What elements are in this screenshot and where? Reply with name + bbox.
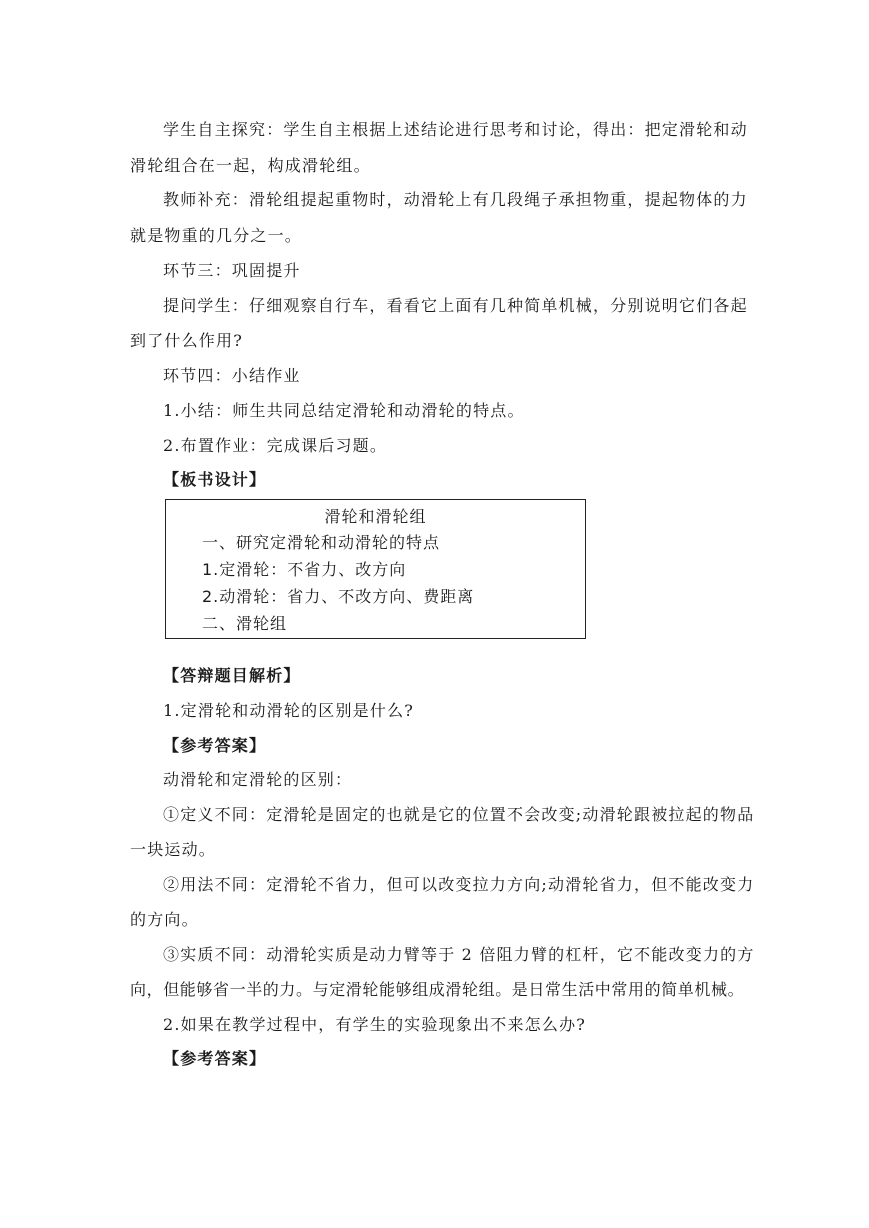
section-step-four: 环节四：小结作业 (163, 366, 301, 385)
answer-line: 的方向。 (130, 910, 199, 929)
answer-line: 一块运动。 (130, 840, 217, 859)
question-two: 2.如果在教学过程中，有学生的实验现象出不来怎么办? (163, 1015, 587, 1034)
board-line: 一、研究定滑轮和动滑轮的特点 (202, 533, 441, 552)
paragraph-line: 提问学生：仔细观察自行车，看看它上面有几种简单机械，分别说明它们各起 (163, 296, 748, 315)
paragraph-line: 学生自主探究：学生自主根据上述结论进行思考和讨论，得出：把定滑轮和动 (163, 120, 748, 139)
board-title: 滑轮和滑轮组 (324, 507, 427, 526)
reference-answer-heading: 【参考答案】 (163, 736, 267, 755)
section-step-three: 环节三：巩固提升 (163, 261, 301, 280)
homework-item: 2.布置作业：完成课后习题。 (163, 436, 388, 455)
board-line: 2.动滑轮：省力、不改方向、费距离 (202, 587, 475, 606)
board-design-box (165, 499, 586, 639)
summary-item: 1.小结：师生共同总结定滑轮和动滑轮的特点。 (163, 401, 525, 420)
paragraph-line: 就是物重的几分之一。 (130, 226, 303, 245)
answer-intro: 动滑轮和定滑轮的区别： (163, 770, 353, 789)
answer-line: ③实质不同：动滑轮实质是动力臂等于 2 倍阻力臂的杠杆，它不能改变力的方 (163, 945, 755, 964)
answer-line: ②用法不同：定滑轮不省力，但可以改变拉力方向;动滑轮省力，但不能改变力 (163, 875, 755, 894)
board-line: 1.定滑轮：不省力、改方向 (202, 560, 407, 579)
analysis-heading: 【答辩题目解析】 (163, 666, 301, 685)
answer-line: ①定义不同：定滑轮是固定的也就是它的位置不会改变;动滑轮跟被拉起的物品 (163, 805, 755, 824)
answer-line: 向，但能够省一半的力。与定滑轮能够组成滑轮组。是日常生活中常用的简单机械。 (130, 980, 745, 999)
board-line: 二、滑轮组 (202, 614, 288, 633)
paragraph-line: 教师补充：滑轮组提起重物时，动滑轮上有几段绳子承担物重，提起物体的力 (163, 190, 748, 209)
reference-answer-heading: 【参考答案】 (163, 1049, 267, 1068)
board-design-heading: 【板书设计】 (163, 470, 267, 489)
paragraph-line: 到了什么作用? (130, 331, 243, 350)
question-one: 1.定滑轮和动滑轮的区别是什么? (163, 701, 415, 720)
paragraph-line: 滑轮组合在一起，构成滑轮组。 (130, 156, 371, 175)
